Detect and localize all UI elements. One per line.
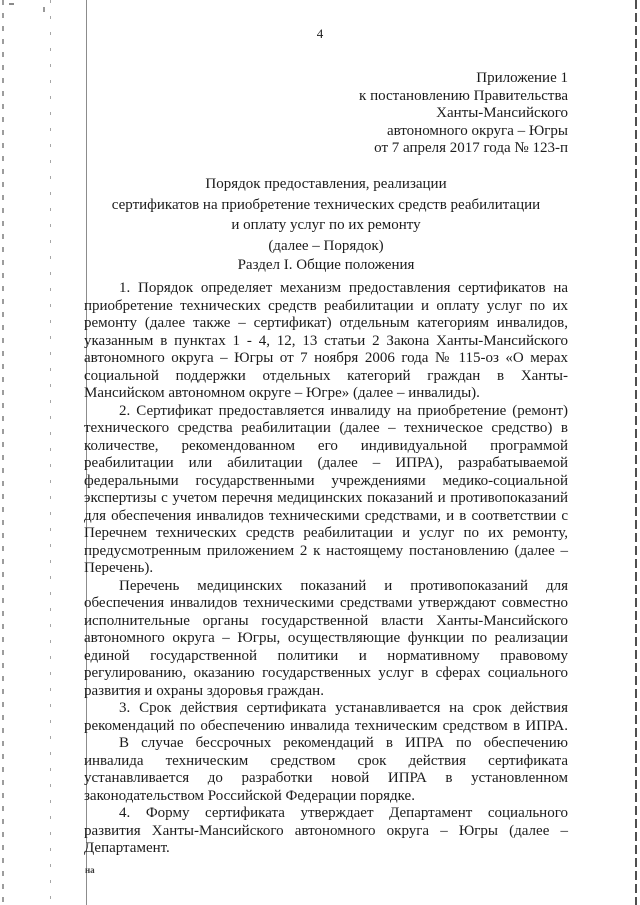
appendix-reference (260, 70, 568, 158)
scan-edge-marks-right (635, 0, 637, 905)
paragraph-line: предусмотренным приложением 2 к настоящему постановлению (далее – (84, 542, 568, 559)
appendix-line: Ханты-Мансийского (436, 105, 568, 122)
paragraph-line: федеральными государственными учреждениями медико-социальной (84, 472, 568, 489)
scan-speck (43, 7, 45, 12)
paragraph-line: обеспечения инвалидов техническими средствами утверждают совместно (84, 595, 568, 611)
paragraph-line: единой государственной политики и нормативному правовому (84, 647, 568, 664)
paragraph-line: устанавливается до разработки новой ИПРА в установленном (84, 770, 568, 786)
paragraph-line: регулированию, оказанию государственных услуг в сферах социального (84, 665, 568, 681)
paragraph-line: автономного округа – Югры от 7 ноября 2006 года № 115-оз «О мерах (84, 350, 568, 366)
paragraph-line: Перечень). (84, 560, 154, 576)
paragraph-line: Департамент. (84, 840, 170, 856)
paragraph-line: 1. Порядок определяет механизм предоставления сертификатов на (119, 280, 568, 296)
paragraph-line: Мансийском автономном округе – Югре» (далее – инвалиды). (84, 385, 480, 401)
appendix-line: Приложение 1 (476, 70, 568, 86)
document-body (84, 280, 568, 858)
document-title (84, 174, 568, 256)
paragraph-line: законодательством Российской Федерации порядке. (84, 787, 415, 804)
paragraph-line: указанным в пунктах 1 - 4, 12, 13 статьи 2 Закона Ханты-Мансийского (84, 332, 568, 349)
appendix-line: к постановлению Правительства (359, 87, 568, 104)
paragraph-line: 3. Срок действия сертификата устанавливается на срок действия (119, 700, 568, 716)
paragraph-line: 4. Форму сертификата утверждает Департамент социального (119, 805, 568, 821)
paragraph-line: для обеспечения инвалидов техническими средствами, и в соответствии с (84, 507, 568, 524)
paragraph-line: рекомендаций по обеспечению инвалида техническим средством в ИПРА. (84, 717, 568, 734)
title-line: и оплату услуг по их ремонту (231, 217, 421, 233)
paragraph (84, 700, 568, 735)
paragraph-line: реабилитации или абилитации (далее – ИПРА), разрабатываемой (84, 455, 568, 471)
paragraph-line: развития и охраны здоровья граждан. (84, 682, 324, 699)
paragraph (84, 735, 568, 805)
paragraph-line: ремонту (далее также – сертификат) отдельным категориям инвалидов, (84, 315, 568, 331)
scan-dotted-line (50, 0, 51, 905)
appendix-line: от 7 апреля 2017 года № 123-п (374, 140, 568, 157)
paragraph-line: технического средства реабилитации (далее – техническое средство) в (84, 420, 568, 436)
appendix-line: автономного округа – Югры (386, 122, 568, 139)
paragraph (84, 805, 568, 858)
scan-speck (9, 3, 14, 5)
paragraph-line: развития Ханты-Мансийского автономного округа – Югры (далее – (84, 822, 568, 839)
paragraph-line: исполнительные органы государственной власти Ханты-Мансийского (84, 612, 568, 629)
paragraph-line: экспертизы с учетом перечня медицинских показаний и противопоказаний (84, 490, 568, 506)
paragraph-line: инвалида техническим средством срок действия сертификата (84, 752, 568, 769)
page-number: 4 (316, 26, 324, 41)
paragraph-line: Перечень медицинских показаний и противопоказаний для (119, 577, 568, 594)
paragraph-line: количестве, рекомендованном его индивидуальной программой (84, 437, 568, 454)
paragraph-line: В случае бессрочных рекомендаций в ИПРА по обеспечению (119, 735, 568, 751)
paragraph (84, 280, 568, 403)
paragraph (84, 578, 568, 701)
title-line: сертификатов на приобретение технических средств реабилитации (111, 196, 541, 213)
title-line: Порядок предоставления, реализации (205, 176, 447, 192)
paragraph-line: 2. Сертификат предоставляется инвалиду на приобретение (ремонт) (119, 402, 568, 419)
paragraph-line: приобретение технических средств реабилитации и оплату услуг по их (84, 297, 568, 314)
paragraph-line: Перечнем технических средств реабилитации и услуг по их ремонту, (84, 525, 568, 541)
title-line: (далее – Порядок) (268, 237, 384, 254)
paragraph-line: социальной поддержки отдельных категорий граждан в Ханты- (84, 367, 568, 384)
paragraph-line: автономного округа – Югры, осуществляющие функции по реализации (84, 630, 568, 646)
scan-edge-marks-left (2, 0, 4, 905)
paragraph (84, 403, 568, 578)
section-heading: Раздел I. Общие положения (237, 257, 415, 273)
catchword: на (85, 865, 95, 875)
